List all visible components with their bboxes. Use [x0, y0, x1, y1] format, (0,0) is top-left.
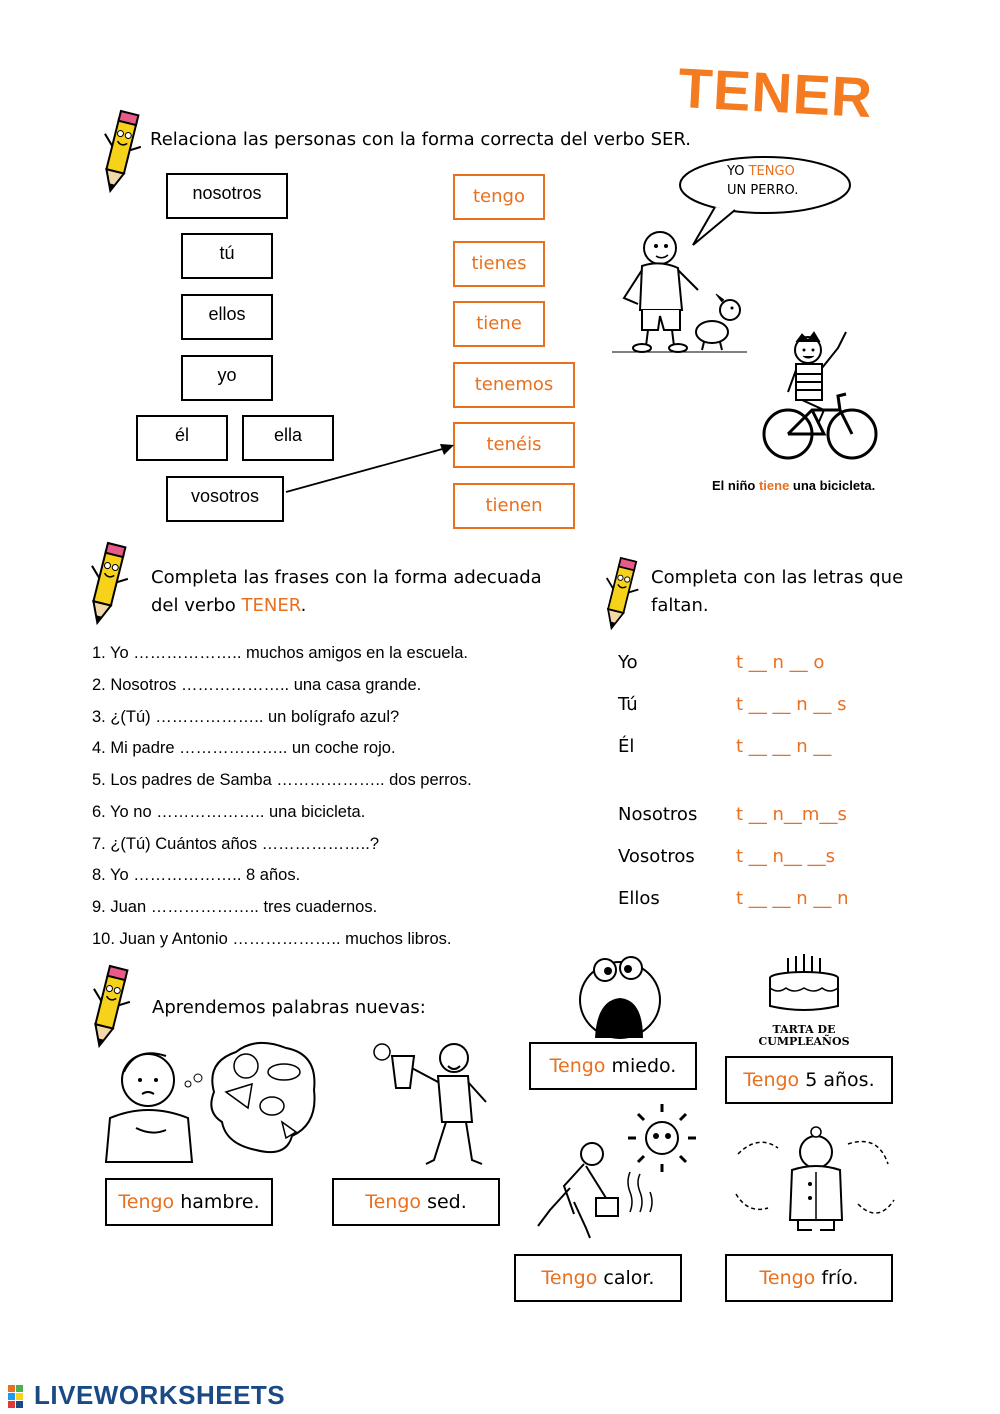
sentence-6[interactable]: 6. Yo no ……………….. una bicicleta.	[92, 803, 366, 821]
vocab-word-sed: sed.	[421, 1191, 467, 1213]
blank-yo[interactable]: t __ n __ o	[736, 652, 825, 673]
cold-person-illustration	[728, 1124, 898, 1234]
vocab-word-hambre: hambre.	[174, 1191, 260, 1213]
caption-part-a: El niño	[712, 478, 759, 493]
sentence-2[interactable]: 2. Nosotros ……………….. una casa grande.	[92, 676, 422, 694]
person-box-tu[interactable]: tú	[181, 233, 273, 279]
section2-instruction-text: Completa las frases con la forma adecuada del verbo	[151, 567, 542, 616]
boy-on-bicycle-illustration	[758, 328, 883, 468]
sentence-8[interactable]: 8. Yo ……………….. 8 años.	[92, 866, 301, 884]
vocab-tengo: Tengo	[118, 1191, 175, 1213]
vocab-tengo: Tengo	[743, 1069, 800, 1091]
vocab-tengo: Tengo	[549, 1055, 606, 1077]
worksheet-title: TENER	[676, 55, 875, 130]
pencil-mascot-icon	[95, 108, 145, 196]
liveworksheets-brand: LIVEWORKSHEETS	[34, 1380, 286, 1410]
pencil-mascot-icon	[598, 552, 642, 636]
section3-instruction: Completa con las letras que faltan.	[651, 567, 904, 616]
vocab-word-anos: 5 años.	[799, 1069, 875, 1091]
sentence-10[interactable]: 10. Juan y Antonio ……………….. muchos libros.	[92, 930, 452, 948]
person-box-ellos[interactable]: ellos	[181, 294, 273, 340]
vocab-box-hambre[interactable]	[105, 1178, 273, 1226]
verb-box-teneis[interactable]: tenéis	[453, 422, 575, 468]
vocab-tengo: Tengo	[541, 1267, 598, 1289]
pronoun-el: Él	[618, 736, 635, 757]
bubble-text-tengo: TENGO	[748, 164, 795, 179]
bubble-text-yo: YO	[727, 164, 749, 179]
person-box-ella[interactable]: ella	[242, 415, 334, 461]
person-box-yo[interactable]: yo	[181, 355, 273, 401]
vocab-word-frio: frío.	[815, 1267, 859, 1289]
section2-instruction-tener: TENER	[241, 595, 301, 616]
section2-instruction-period: .	[300, 595, 307, 616]
pronoun-nosotros: Nosotros	[618, 804, 698, 825]
hungry-boy-illustration	[96, 1032, 321, 1172]
bubble-text	[727, 162, 798, 200]
section2-instruction	[151, 564, 571, 620]
blank-tu[interactable]: t __ __ n __ s	[736, 694, 847, 715]
bubble-text-perro: UN PERRO.	[727, 183, 799, 198]
thirsty-man-illustration	[368, 1032, 498, 1172]
vocab-word-miedo: miedo.	[605, 1055, 677, 1077]
sentence-4[interactable]: 4. Mi padre ……………….. un coche rojo.	[92, 739, 396, 757]
person-box-el[interactable]: él	[136, 415, 228, 461]
verb-box-tengo[interactable]: tengo	[453, 174, 545, 220]
bicycle-caption	[712, 478, 875, 493]
verb-box-tienen[interactable]: tienen	[453, 483, 575, 529]
verb-box-tiene[interactable]: tiene	[453, 301, 545, 347]
blank-el[interactable]: t __ __ n __	[736, 736, 832, 757]
vocab-tengo: Tengo	[365, 1191, 422, 1213]
cake-label: TARTA DE CUMPLEAÑOS	[758, 1023, 850, 1048]
vocab-box-frio[interactable]	[725, 1254, 893, 1302]
vocab-box-miedo[interactable]	[529, 1042, 697, 1090]
scared-face-illustration	[575, 952, 665, 1042]
pencil-mascot-icon	[82, 540, 132, 628]
vocab-word-calor: calor.	[597, 1267, 655, 1289]
verb-box-tienes[interactable]: tienes	[453, 241, 545, 287]
pronoun-vosotros: Vosotros	[618, 846, 695, 867]
example-match-arrow	[284, 440, 459, 500]
birthday-cake-illustration	[758, 952, 848, 1014]
vocab-box-calor[interactable]	[514, 1254, 682, 1302]
verb-box-tenemos[interactable]: tenemos	[453, 362, 575, 408]
man-with-dog-illustration	[612, 220, 752, 355]
blank-ellos[interactable]: t __ __ n __ n	[736, 888, 849, 909]
vocab-box-anos[interactable]	[725, 1056, 893, 1104]
sentence-5[interactable]: 5. Los padres de Samba ……………….. dos perros.	[92, 771, 472, 789]
vocab-tengo: Tengo	[759, 1267, 816, 1289]
person-box-nosotros[interactable]: nosotros	[166, 173, 288, 219]
sentence-3[interactable]: 3. ¿(Tú) ……………….. un bolígrafo azul?	[92, 708, 400, 726]
person-box-vosotros[interactable]: vosotros	[166, 476, 284, 522]
hot-man-sun-illustration	[530, 1102, 710, 1252]
pronoun-tu: Tú	[618, 694, 638, 715]
sentence-1[interactable]: 1. Yo ……………….. muchos amigos en la escuela.	[92, 644, 469, 662]
caption-part-tiene: tiene	[758, 478, 790, 493]
section1-instruction: Relaciona las personas con la forma correcta del verbo SER.	[150, 129, 692, 150]
caption-part-c: una bicicleta.	[789, 478, 876, 493]
blank-vosotros[interactable]: t __ n__ __s	[736, 846, 836, 867]
pronoun-ellos: Ellos	[618, 888, 660, 909]
liveworksheets-logo-icon	[8, 1385, 32, 1409]
vocab-box-sed[interactable]	[332, 1178, 500, 1226]
section4-instruction: Aprendemos palabras nuevas:	[152, 997, 426, 1018]
pronoun-yo: Yo	[618, 652, 638, 673]
sentence-9[interactable]: 9. Juan ……………….. tres cuadernos.	[92, 898, 378, 916]
sentence-7[interactable]: 7. ¿(Tú) Cuántos años ………………..?	[92, 835, 380, 853]
blank-nosotros[interactable]: t __ n__m__s	[736, 804, 847, 825]
